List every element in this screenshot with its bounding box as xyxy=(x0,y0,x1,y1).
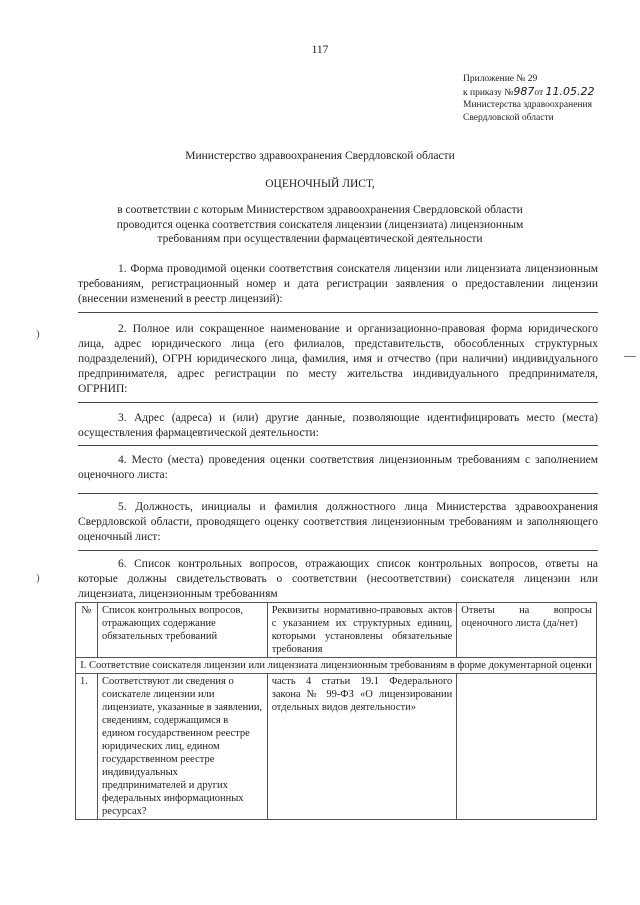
scan-margin-mark: ) xyxy=(36,572,40,584)
row-reference: часть 4 статьи 19.1 Федерального закона № 99-ФЗ «О лицензировании отдельных видов деятельности» xyxy=(267,674,457,820)
table-row xyxy=(76,674,597,820)
ministry-title: Министерство здравоохранения Свердловской области xyxy=(185,150,455,162)
item-4: 4. Место (места) проведения оценки соответствия лицензионным требованиям с заполнением оценочного листа: xyxy=(78,454,598,481)
row-question: Соответствуют ли сведения о соискателе лицензии или лицензиате, указанные в заявлении, сведениям, содержащимся в едином государственном реестре юридических лиц, едином государственном реестре индивидуальных предпринимателей и других федеральных информационных ресурсах? xyxy=(97,674,267,820)
row-number: 1. xyxy=(76,674,98,820)
section-heading: I. Соответствие соискателя лицензии или лицензиата лицензионным требованиям в форме документарной оценки xyxy=(76,658,597,674)
document-title: ОЦЕНОЧНЫЙ ЛИСТ, xyxy=(265,178,375,190)
row-answer xyxy=(457,674,597,820)
fill-line-1 xyxy=(78,312,598,313)
document-subtitle xyxy=(0,203,640,247)
table-header-row xyxy=(76,603,597,658)
appendix-order-prefix: к приказу № xyxy=(463,87,514,98)
appendix-line-2 xyxy=(463,86,633,100)
page-number: 117 xyxy=(311,44,329,56)
item-6: 6. Список контрольных вопросов, отражающих список контрольных вопросов, ответы на которые должны свидетельствовать о соответствии (несоответствии) соискателя лицензии или лицензиата, лицензионным требованиям xyxy=(78,558,598,600)
subtitle-line-1: в соответствии с которым Министерством здравоохранения Свердловской области xyxy=(117,204,523,216)
appendix-block xyxy=(463,73,633,124)
table-section-row xyxy=(76,658,597,674)
appendix-order-mid: от xyxy=(534,87,544,98)
appendix-line-3: Министерства здравоохранения xyxy=(463,100,592,110)
header-references: Реквизиты нормативно-правовых актов с указанием их структурных единиц, которыми установлены обязательные требования xyxy=(267,603,457,658)
appendix-line-1: Приложение № 29 xyxy=(463,74,538,84)
item-3: 3. Адрес (адреса) и (или) другие данные, позволяющие идентифицировать место (места) осуществления фармацевтической деятельности: xyxy=(78,412,598,439)
scan-margin-mark: ) xyxy=(36,328,40,340)
handwritten-order-date: 11.05.22 xyxy=(545,84,595,98)
handwritten-order-number: 987 xyxy=(513,84,535,98)
item-5: 5. Должность, инициалы и фамилия должностного лица Министерства здравоохранения Свердловской области, проводящего оценку соответствия лицензионным требованиям и заполняющего оценочный лист: xyxy=(78,501,598,543)
fill-line-5 xyxy=(78,550,598,551)
subtitle-line-3: требованиям при осуществлении фармацевтической деятельности xyxy=(157,233,483,245)
header-answers: Ответы на вопросы оценочного листа (да/нет) xyxy=(457,603,597,658)
item-2: 2. Полное или сокращенное наименование и организационно-правовая форма юридического лица, адрес юридического лица (его филиалов, представительств, обособленных структурных подразделений), ОГРН юридического лица, фамилия, имя и отчество (при наличии) индивидуального предпринимателя, адрес регистрации по месту жительства индивидуального предпринимателя, ОГРНИП: xyxy=(78,323,598,395)
header-questions: Список контрольных вопросов, отражающих содержание обязательных требований xyxy=(97,603,267,658)
header-number: № xyxy=(76,603,98,658)
fill-line-2 xyxy=(78,402,598,403)
fill-line-3 xyxy=(78,445,598,446)
subtitle-line-2: проводится оценка соответствия соискателя лицензии (лицензиата) лицензионным xyxy=(116,218,524,231)
scan-margin-tick xyxy=(624,356,636,357)
appendix-line-4: Свердловской области xyxy=(463,112,554,123)
fill-line-4 xyxy=(78,493,598,494)
checklist-table xyxy=(75,602,597,820)
item-1: 1. Форма проводимой оценки соответствия соискателя лицензии или лицензиата лицензионным требованиям, регистрационный номер и дата регистрации заявления о предоставлении лицензии (внесении изменений в реестр лицензий): xyxy=(78,263,598,305)
